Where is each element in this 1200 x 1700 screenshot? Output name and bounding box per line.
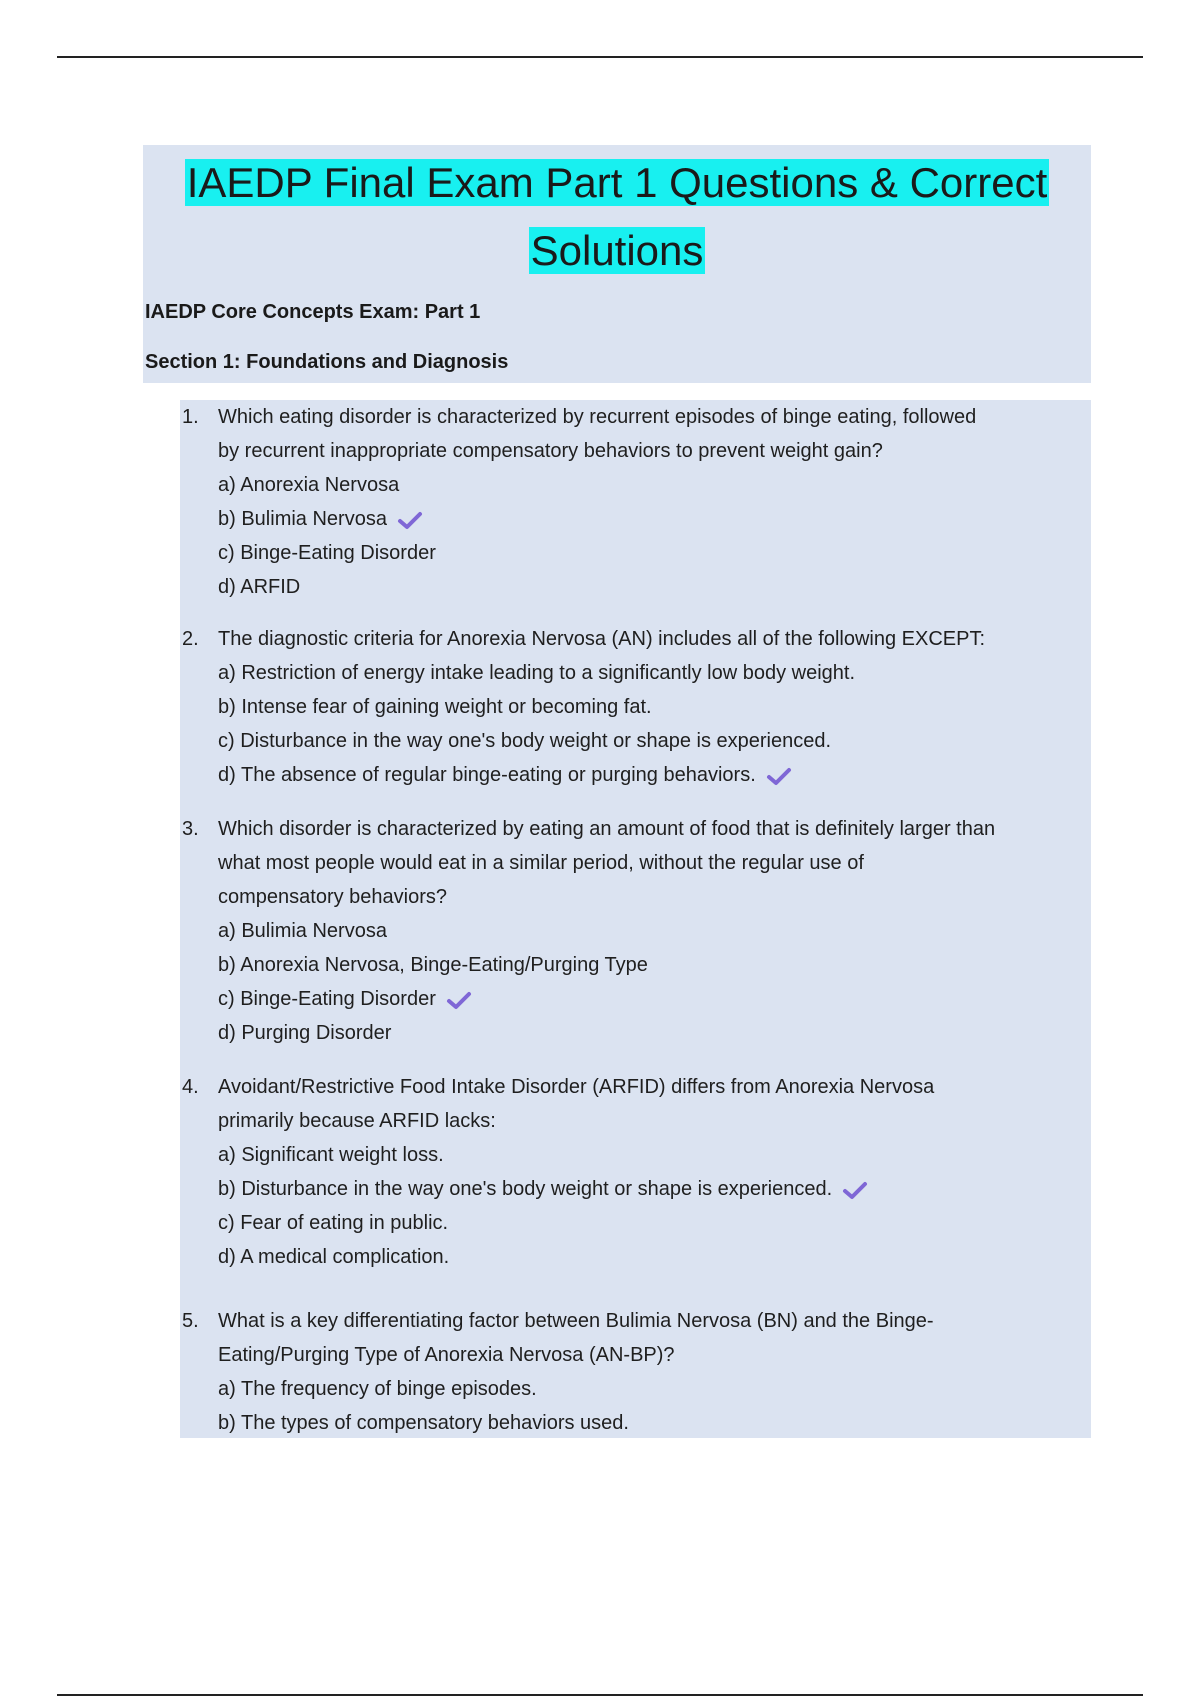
question-number: 1. (182, 406, 199, 428)
title-line-1: IAEDP Final Exam Part 1 Questions & Correct (186, 159, 1048, 206)
top-rule (57, 56, 1143, 58)
question-stem-line: Eating/Purging Type of Anorexia Nervosa (AN-BP)? (218, 1344, 675, 1366)
answer-option: d) Purging Disorder (218, 1022, 392, 1044)
question-stem-line: by recurrent inappropriate compensatory behaviors to prevent weight gain? (218, 440, 883, 462)
question-stem-line: primarily because ARFID lacks: (218, 1110, 496, 1132)
bottom-rule (57, 1694, 1143, 1696)
answer-option-correct: d) The absence of regular binge-eating or purging behaviors. (218, 758, 1091, 792)
answer-option: c) Disturbance in the way one's body weight or shape is experienced. (218, 730, 832, 752)
questions-block (180, 400, 1091, 1438)
answer-option: d) A medical complication. (218, 1246, 450, 1268)
answer-option-correct: b) Bulimia Nervosa (218, 502, 1091, 536)
question-3 (180, 812, 1091, 1050)
question-stem-line: compensatory behaviors? (218, 886, 448, 908)
question-4 (180, 1070, 1091, 1274)
answer-option: a) Anorexia Nervosa (218, 474, 400, 496)
question-stem-line: The diagnostic criteria for Anorexia Nervosa (AN) includes all of the following EXCEPT: (218, 628, 986, 650)
title-line-2: Solutions (530, 227, 704, 274)
exam-subtitle: IAEDP Core Concepts Exam: Part 1 (145, 301, 481, 323)
answer-option: a) The frequency of binge episodes. (218, 1378, 537, 1400)
question-2 (180, 622, 1091, 792)
question-number: 4. (182, 1076, 199, 1098)
question-stem-line: Avoidant/Restrictive Food Intake Disorder (ARFID) differs from Anorexia Nervosa (218, 1076, 935, 1098)
answer-option: b) The types of compensatory behaviors used. (218, 1412, 629, 1434)
question-stem-line: What is a key differentiating factor between Bulimia Nervosa (BN) and the Binge- (218, 1310, 934, 1332)
checkmark-icon (766, 766, 792, 786)
question-number: 2. (182, 628, 199, 650)
question-5 (180, 1304, 1091, 1440)
answer-option: c) Binge-Eating Disorder (218, 542, 436, 564)
answer-option: d) ARFID (218, 576, 301, 598)
answer-option: c) Fear of eating in public. (218, 1212, 449, 1234)
answer-option-correct: c) Binge-Eating Disorder (218, 982, 1091, 1016)
answer-option: b) Intense fear of gaining weight or becoming fat. (218, 696, 652, 718)
question-stem-line: what most people would eat in a similar period, without the regular use of (218, 852, 864, 874)
answer-option: a) Bulimia Nervosa (218, 920, 387, 942)
checkmark-icon (446, 990, 472, 1010)
question-stem-line: Which eating disorder is characterized by recurrent episodes of binge eating, followed (218, 406, 977, 428)
answer-option-correct: b) Disturbance in the way one's body weight or shape is experienced. (218, 1172, 1091, 1206)
checkmark-icon (397, 510, 423, 530)
checkmark-icon (842, 1180, 868, 1200)
section-heading: Section 1: Foundations and Diagnosis (145, 351, 509, 373)
answer-option: b) Anorexia Nervosa, Binge-Eating/Purging Type (218, 954, 648, 976)
page-title (143, 149, 1091, 285)
question-stem-line: Which disorder is characterized by eating an amount of food that is definitely larger than (218, 818, 996, 840)
question-1 (180, 400, 1091, 604)
answer-option: a) Significant weight loss. (218, 1144, 444, 1166)
question-number: 3. (182, 818, 199, 840)
answer-option: a) Restriction of energy intake leading to a significantly low body weight. (218, 662, 856, 684)
header-block (143, 145, 1091, 383)
question-number: 5. (182, 1310, 199, 1332)
